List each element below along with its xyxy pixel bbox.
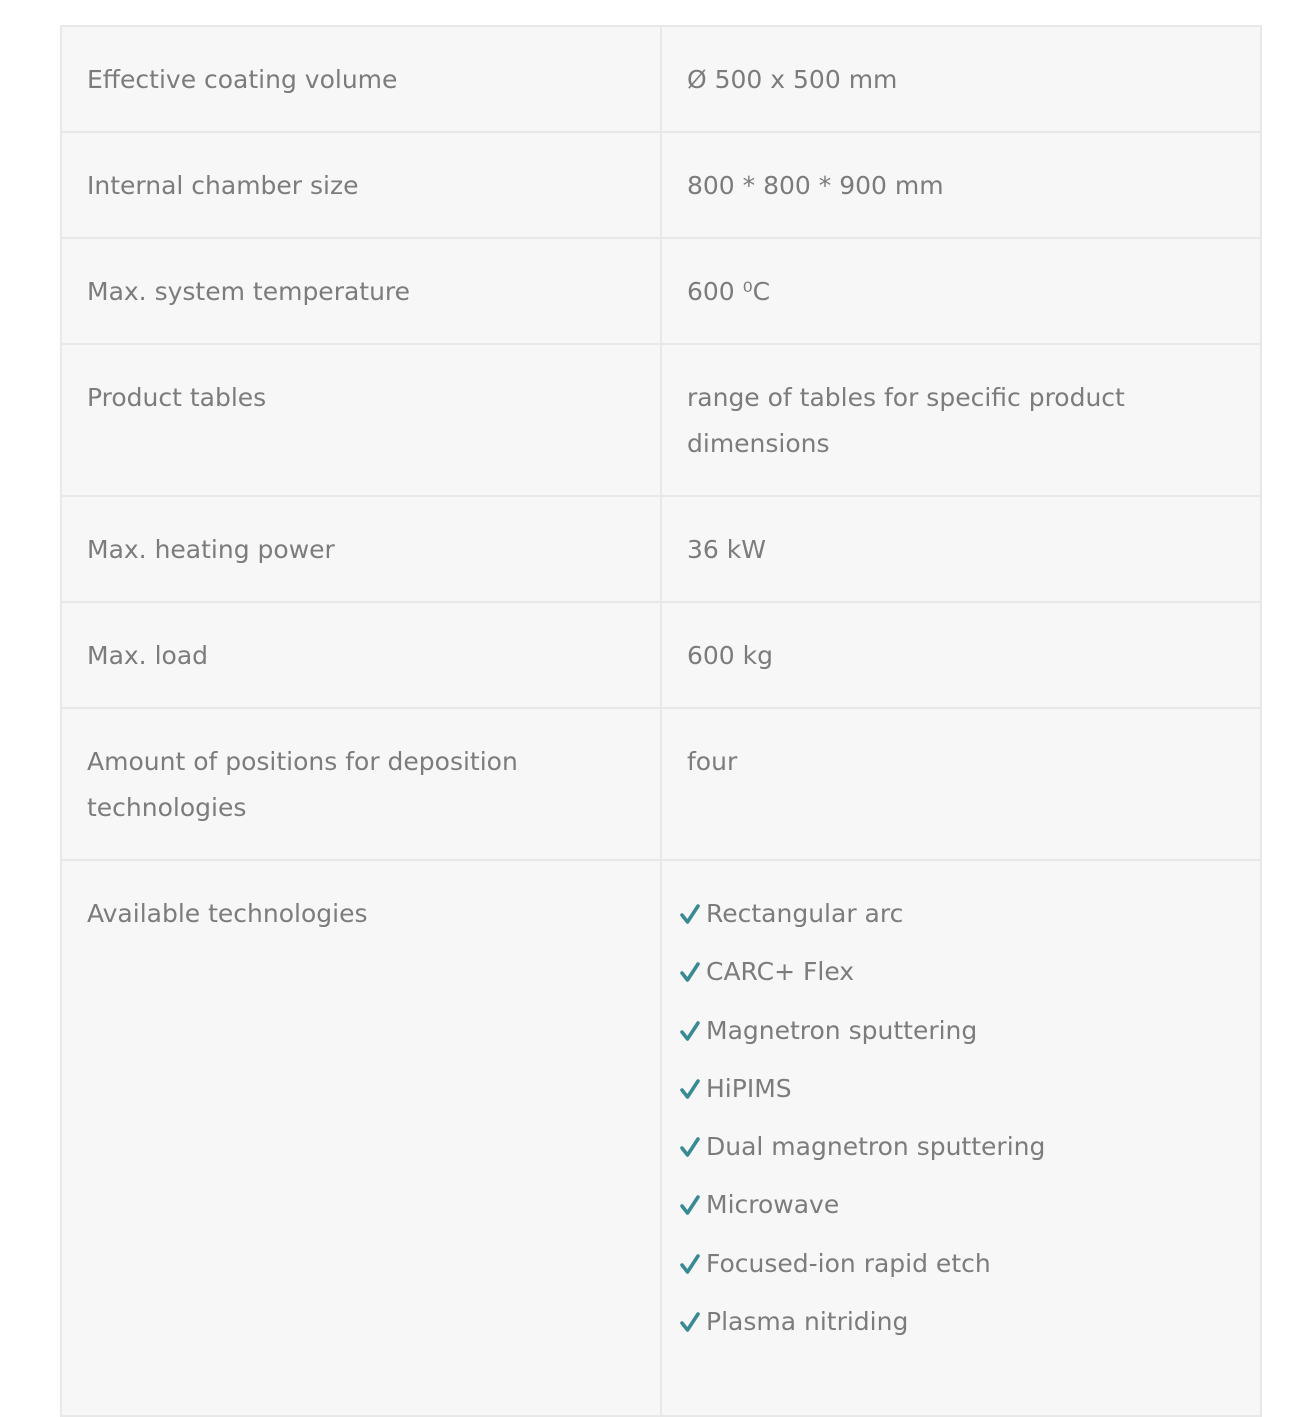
- checkmark-icon: [680, 891, 706, 937]
- spec-row-chamber-size: [61, 132, 1261, 238]
- checkmark-icon: [680, 1299, 706, 1345]
- spec-row-deposition-positions: [61, 708, 1261, 860]
- spec-label: Internal chamber size: [61, 132, 661, 238]
- checkmark-icon: [680, 1066, 706, 1112]
- technologies-cell: [661, 860, 1261, 1416]
- technology-label: Microwave: [706, 1190, 840, 1220]
- technology-label: Plasma nitriding: [706, 1307, 909, 1337]
- technology-label: CARC+ Flex: [706, 957, 855, 987]
- checkmark-icon: [680, 949, 706, 995]
- spec-value: 600 ⁰C: [661, 238, 1261, 344]
- list-item: [680, 1299, 1236, 1345]
- spec-value: four: [661, 708, 1261, 860]
- spec-label: Max. load: [61, 602, 661, 708]
- spec-value: 36 kW: [661, 496, 1261, 602]
- spec-row-coating-volume: [61, 26, 1261, 132]
- technologies-list: [680, 891, 1236, 1345]
- technology-label: Dual magnetron sputtering: [706, 1132, 1046, 1162]
- spec-row-heating-power: [61, 496, 1261, 602]
- spec-row-max-temperature: [61, 238, 1261, 344]
- spec-value: 800 * 800 * 900 mm: [661, 132, 1261, 238]
- specifications-table: [60, 25, 1262, 1417]
- spec-label: Max. system temperature: [61, 238, 661, 344]
- list-item: [680, 1008, 1236, 1054]
- checkmark-icon: [680, 1124, 706, 1170]
- technology-label: Focused-ion rapid etch: [706, 1248, 991, 1278]
- technology-label: Rectangular arc: [706, 899, 904, 928]
- technology-label: Magnetron sputtering: [706, 1015, 978, 1045]
- list-item: [680, 1182, 1236, 1228]
- list-item: [680, 1124, 1236, 1170]
- spec-label: Available technologies: [61, 860, 661, 1416]
- checkmark-icon: [680, 1008, 706, 1054]
- list-item: [680, 949, 1236, 995]
- list-item: [680, 1066, 1236, 1112]
- spec-label: Max. heating power: [61, 496, 661, 602]
- spec-label: Amount of positions for deposition technologies: [61, 708, 661, 860]
- spec-label: Product tables: [61, 344, 661, 496]
- spec-value: 600 kg: [661, 602, 1261, 708]
- list-item: [680, 891, 1236, 937]
- spec-value: Ø 500 x 500 mm: [661, 26, 1261, 132]
- spec-row-product-tables: [61, 344, 1261, 496]
- spec-value: range of tables for specific product dimensions: [661, 344, 1261, 496]
- spec-label: Effective coating volume: [61, 26, 661, 132]
- list-item: [680, 1241, 1236, 1287]
- spec-row-max-load: [61, 602, 1261, 708]
- checkmark-icon: [680, 1241, 706, 1287]
- checkmark-icon: [680, 1182, 706, 1228]
- spec-row-available-technologies: [61, 860, 1261, 1416]
- technology-label: HiPIMS: [706, 1073, 792, 1103]
